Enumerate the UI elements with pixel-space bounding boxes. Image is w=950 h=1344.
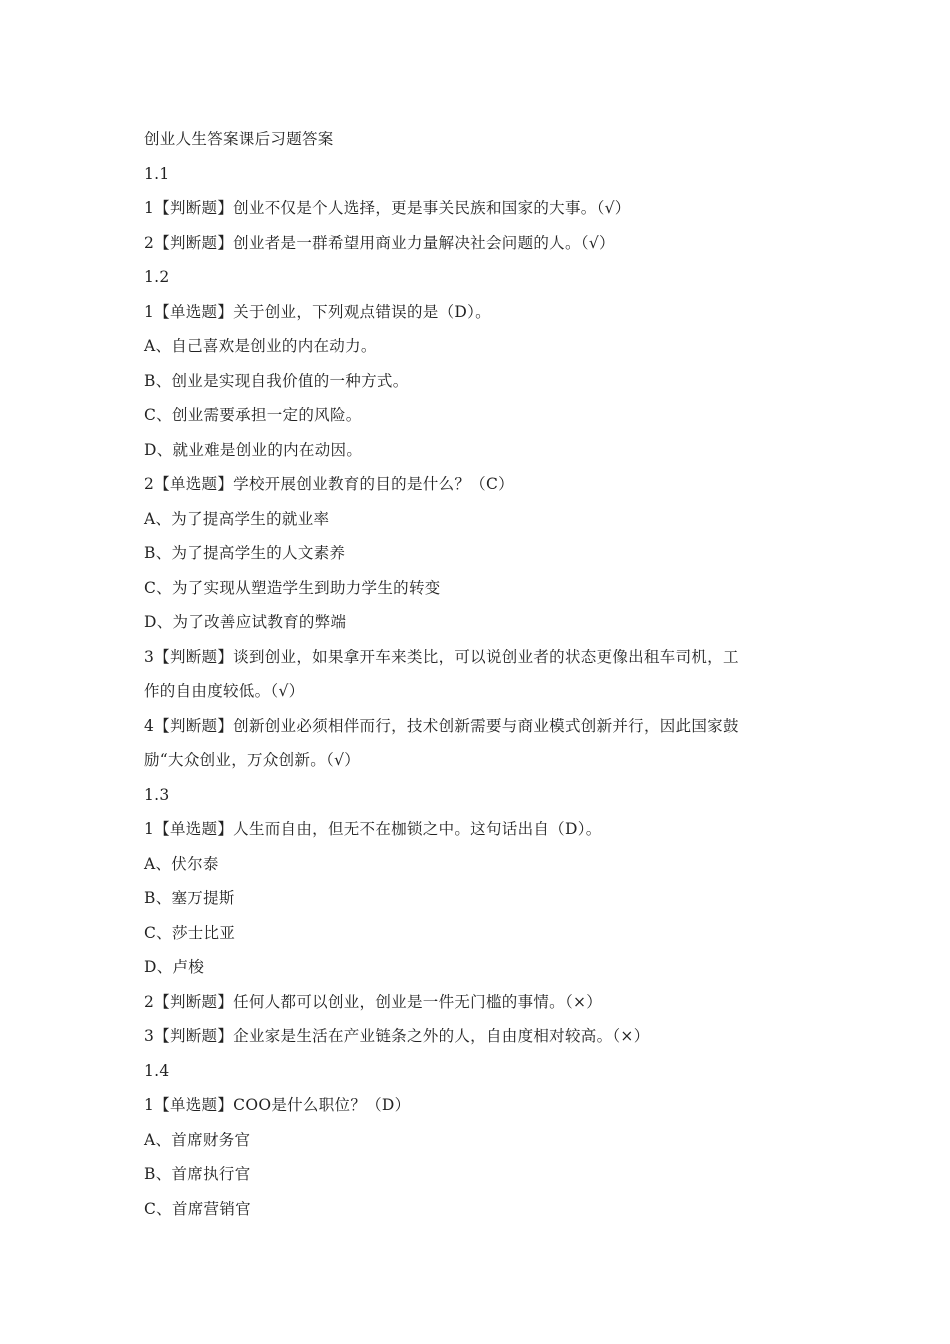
- question-line: 1【单选题】关于创业，下列观点错误的是（D）。: [144, 302, 491, 321]
- option-line: C、为了实现从塑造学生到助力学生的转变: [144, 578, 441, 597]
- question-line: 3【判断题】企业家是生活在产业链条之外的人，自由度相对较高。（×）: [144, 1027, 650, 1045]
- option-line: C、创业需要承担一定的风险。: [144, 406, 362, 424]
- question-line: 1【单选题】COO是什么职位？（D）: [144, 1096, 411, 1114]
- option-line: B、创业是实现自我价值的一种方式。: [144, 371, 409, 390]
- question-line: 2【单选题】学校开展创业教育的目的是什么？（C）: [144, 475, 514, 493]
- option-line: D、卢梭: [144, 958, 205, 976]
- option-line: A、自己喜欢是创业的内在动力。: [144, 337, 377, 355]
- question-line: 3【判断题】谈到创业，如果拿开车来类比，可以说创业者的状态更像出租车司机，工: [144, 647, 739, 666]
- question-line-continuation: 作的自由度较低。（√）: [144, 682, 305, 700]
- document-title: 创业人生答案课后习题答案: [144, 130, 334, 148]
- document-body: [144, 157, 804, 1227]
- question-line: 1【判断题】创业不仅是个人选择，更是事关民族和国家的大事。（√）: [144, 199, 631, 217]
- section-heading: 1.4: [144, 1061, 170, 1080]
- option-line: C、首席营销官: [144, 1199, 251, 1218]
- option-line: B、首席执行官: [144, 1165, 251, 1183]
- question-line: 1【单选题】人生而自由，但无不在枷锁之中。这句话出自（D）。: [144, 820, 602, 838]
- section-heading: 1.2: [144, 268, 170, 286]
- document-page: [144, 122, 804, 1226]
- option-line: C、莎士比亚: [144, 923, 236, 942]
- option-line: B、塞万提斯: [144, 889, 235, 907]
- question-line: 2【判断题】任何人都可以创业，创业是一件无门槛的事情。（×）: [144, 992, 603, 1011]
- option-line: A、为了提高学生的就业率: [144, 509, 330, 528]
- option-line: A、伏尔泰: [144, 854, 219, 873]
- section-heading: 1.1: [144, 164, 170, 183]
- question-line: 4【判断题】创新创业必须相伴而行，技术创新需要与商业模式创新并行，因此国家鼓: [144, 716, 739, 735]
- question-line: 2【判断题】创业者是一群希望用商业力量解决社会问题的人。（√）: [144, 233, 615, 252]
- section-heading: 1.3: [144, 785, 170, 804]
- question-line-continuation: 励“大众创业，万众创新。（√）: [144, 751, 361, 769]
- option-line: A、首席财务官: [144, 1130, 251, 1149]
- option-line: D、为了改善应试教育的弊端: [144, 613, 347, 631]
- option-line: B、为了提高学生的人文素养: [144, 544, 346, 562]
- option-line: D、就业难是创业的内在动因。: [144, 440, 363, 459]
